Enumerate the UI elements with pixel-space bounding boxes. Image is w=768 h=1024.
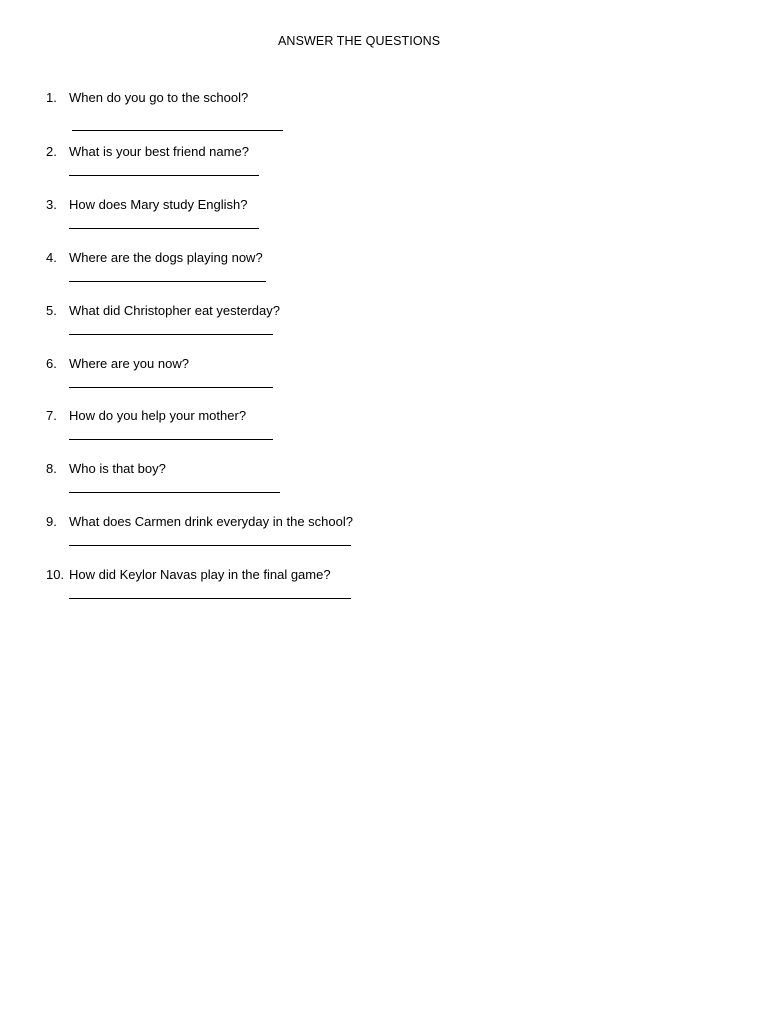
question-text: What does Carmen drink everyday in the school? bbox=[69, 514, 353, 529]
answer-line[interactable] bbox=[69, 175, 259, 176]
question-number: 4. bbox=[46, 250, 57, 265]
question-number: 3. bbox=[46, 197, 57, 212]
question-text: What is your best friend name? bbox=[69, 144, 249, 159]
question-number: 7. bbox=[46, 408, 57, 423]
question-text: Who is that boy? bbox=[69, 461, 166, 476]
question-number: 9. bbox=[46, 514, 57, 529]
question-text: How did Keylor Navas play in the final game? bbox=[69, 567, 331, 582]
question-item bbox=[0, 408, 768, 448]
answer-line[interactable] bbox=[69, 281, 266, 282]
question-item bbox=[0, 303, 768, 343]
question-item bbox=[0, 144, 768, 184]
question-number: 2. bbox=[46, 144, 57, 159]
answer-line[interactable] bbox=[69, 334, 273, 335]
question-item bbox=[0, 514, 768, 554]
question-number: 5. bbox=[46, 303, 57, 318]
answer-line[interactable] bbox=[72, 130, 283, 131]
question-text: How does Mary study English? bbox=[69, 197, 248, 212]
question-text: What did Christopher eat yesterday? bbox=[69, 303, 280, 318]
worksheet-title: ANSWER THE QUESTIONS bbox=[278, 34, 441, 48]
question-item bbox=[0, 250, 768, 290]
answer-line[interactable] bbox=[69, 387, 273, 388]
question-number: 10. bbox=[46, 567, 65, 582]
answer-line[interactable] bbox=[69, 545, 351, 546]
answer-line[interactable] bbox=[69, 598, 351, 599]
question-text: Where are you now? bbox=[69, 356, 189, 371]
question-text: Where are the dogs playing now? bbox=[69, 250, 263, 265]
question-item bbox=[0, 197, 768, 237]
answer-line[interactable] bbox=[69, 228, 259, 229]
question-text: When do you go to the school? bbox=[69, 90, 249, 105]
answer-line[interactable] bbox=[69, 439, 273, 440]
question-text: How do you help your mother? bbox=[69, 408, 247, 423]
question-item bbox=[0, 567, 768, 607]
question-item bbox=[0, 461, 768, 501]
answer-line[interactable] bbox=[69, 492, 280, 493]
question-item bbox=[0, 356, 768, 396]
question-number: 1. bbox=[46, 90, 57, 105]
question-number: 6. bbox=[46, 356, 57, 371]
question-item bbox=[0, 90, 768, 130]
question-number: 8. bbox=[46, 461, 57, 476]
